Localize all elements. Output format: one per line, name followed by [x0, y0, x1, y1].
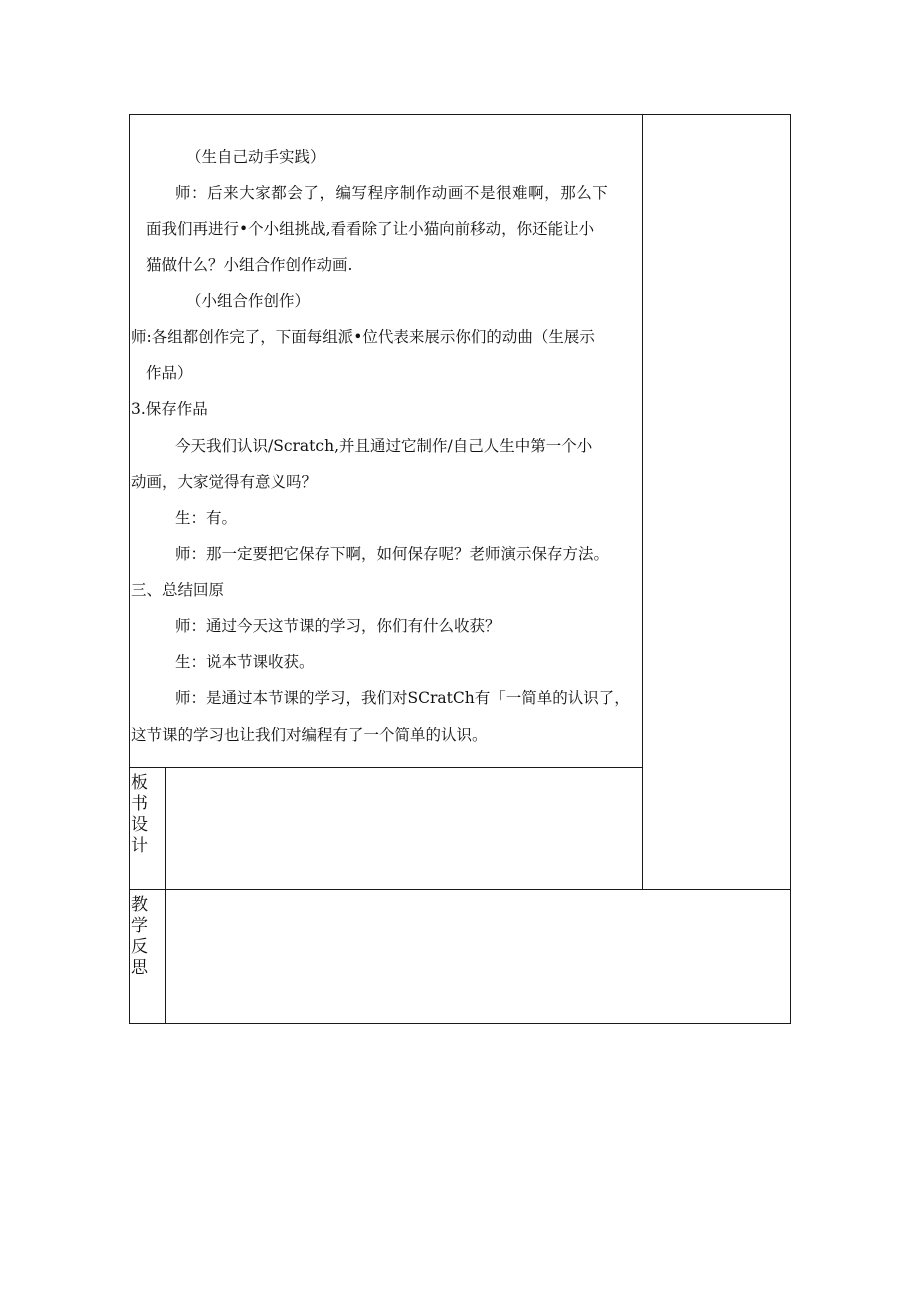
content-line: 师：那一定要把它保存下啊，如何保存呢？老师演示保存方法。: [175, 545, 610, 563]
content-line: 猫做什么？小组合作创作动画.: [146, 256, 353, 274]
board-design-cell[interactable]: [166, 768, 642, 889]
content-line: 作品）: [146, 364, 193, 382]
content-line: 动画，大家觉得有意义吗？: [131, 473, 318, 491]
content-line: 今天我们认识/Scratch,并且通过它制作/自己人生中第一个小: [175, 437, 593, 455]
content-line: 师：是通过本节课的学习，我们对SCratCh有「一简单的认识了，: [175, 689, 630, 707]
table-left-border: [129, 114, 130, 1024]
section-heading: 三、总结回原: [131, 581, 225, 599]
notes-column-cell[interactable]: [643, 115, 790, 889]
content-line: 生：说本节课收获。: [175, 653, 315, 671]
teaching-reflection-label: 教学反思: [131, 895, 148, 978]
table-right-border: [790, 114, 791, 1024]
content-line: （生自己动手实践）: [186, 148, 326, 166]
content-line: 师：通过今天这节课的学习，你们有什么收获？: [175, 617, 501, 635]
section-heading: 3.保存作品: [131, 400, 208, 418]
table-bottom-border: [129, 1023, 791, 1024]
content-line: （小组合作创作）: [186, 292, 311, 310]
content-line: 师：后来大家都会了，编写程序制作动画不是很难啊，那么下: [175, 184, 609, 202]
content-line: 这节课的学习也让我们对编程有了一个简单的认识。: [131, 726, 488, 744]
reflection-cell[interactable]: [166, 890, 790, 1023]
content-line: 生：有。: [175, 509, 238, 527]
content-line: 面我们再进行•个小组挑战,看看除了让小猫向前移动，你还能让小: [146, 220, 595, 238]
content-line: 师:各组都创作完了，下面每组派•位代表来展示你们的动曲（生展示: [131, 328, 595, 346]
board-design-label: 板书设计: [131, 773, 148, 856]
